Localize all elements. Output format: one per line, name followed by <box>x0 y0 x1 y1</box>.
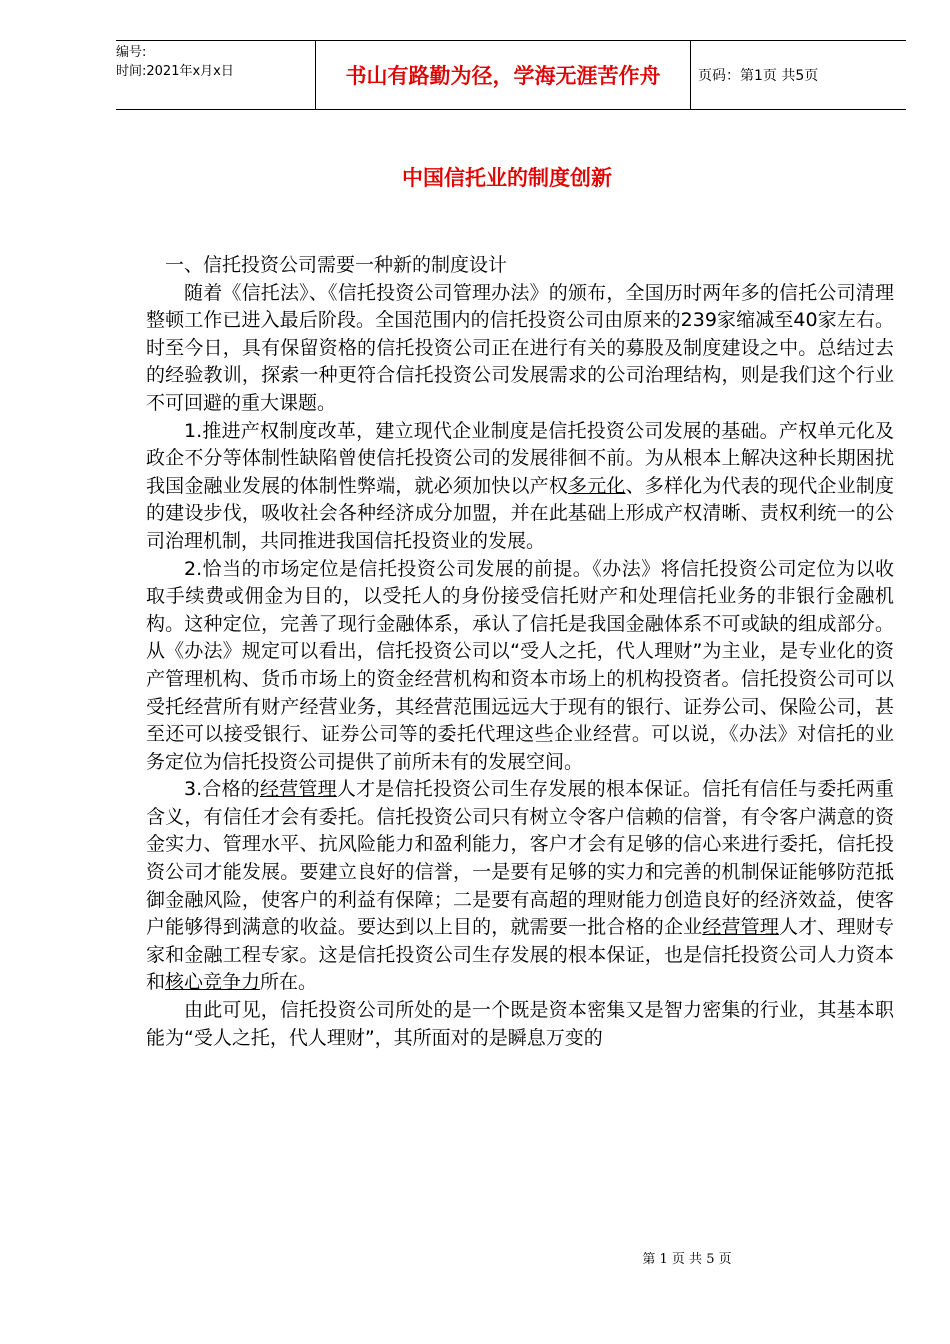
paragraph-4-text-c: 人才、理财专家和金融工程专家。这是信托投资公司生存发展的根本保证，也是信托投资公司人力资本和 <box>146 916 894 994</box>
page-footer: 第 1 页 共 5 页 <box>642 1252 732 1267</box>
paragraph-2 <box>146 418 894 556</box>
paragraph-5: 由此可见，信托投资公司所处的是一个既是资本密集又是智力密集的行业，其基本职能为“受人之托，代人理财”，其所面对的是瞬息万变的 <box>146 999 894 1049</box>
number-label: 编号: <box>116 45 147 60</box>
paragraph-3: 2.恰当的市场定位是信托投资公司发展的前提。《办法》将信托投资公司定位为以收取手续费或佣金为目的，以受托人的身份接受信托财产和处理信托业务的非银行金融机构。这种定位，完善了现行金融体系，承认了信托是我国金融体系不可或缺的组成部分。从《办法》规定可以看出，信托投资公司以“受人之托，代人理财”为主业，是专业化的资产管理机构、货币市场上的资金经营机构和资本市场上的机构投资者。信托投资公司可以受托经营所有财产经营业务，其经营范围远远大于现有的银行、证券公司、保险公司，甚至还可以接受银行、证券公司等的委托代理这些企业经营。可以说，《办法》对信托的业务定位为信托投资公司提供了前所未有的发展空间。 <box>146 557 894 773</box>
paragraph-1: 随着《信托法》、《信托投资公司管理办法》的颁布，全国历时两年多的信托公司清理整顿工作已进入最后阶段。全国范围内的信托投资公司由原来的239家缩减至40家左右。时至今日，具有保留资格的信托投资公司正在进行有关的募股及制度建设之中。总结过去的经验教训，探索一种更符合信托投资公司发展需求的公司治理结构，则是我们这个行业不可回避的重大课题。 <box>146 281 894 414</box>
header-page-label: 页码：第1页 共5页 <box>698 68 819 84</box>
paragraph-2-text-a: 1.推进产权制度改革，建立现代企业制度是信托投资公司发展的基础。产权单元化及政企不分等体制性缺陷曾使信托投资公司的发展徘徊不前。为从根本上解决这种长期困扰我国金融业发展的体制性弊端，就必须加快以产权 <box>146 419 894 497</box>
header-meta <box>116 41 314 111</box>
paragraph-4 <box>146 776 894 997</box>
paragraph-4-text-a: 3.合格的 <box>184 778 260 801</box>
paragraph-4-text-b: 人才是信托投资公司生存发展的根本保证。信托有信任与委托两重含义，有信任才会有委托。信托投资公司只有树立令客户信赖的信誉，有令客户满意的资金实力、管理水平、抗风险能力和盈利能力，客户才会有足够的信心来进行委托，信托投资公司才能发展。要建立良好的信誉，一是要有足够的实力和完善的机制保证能够防范抵御金融风险，使客户的利益有保障；二是要有高超的理财能力创造良好的经济效益，使客户能够得到满意的收益。要达到以上目的，就需要一批合格的企业 <box>146 778 894 939</box>
link-core-competence[interactable]: 核心竞争力 <box>165 971 261 994</box>
link-management-1[interactable]: 经营管理 <box>260 778 337 801</box>
link-management-2[interactable]: 经营管理 <box>702 916 780 939</box>
header-motto: 书山有路勤为径，学海无涯苦作舟 <box>315 41 691 109</box>
section-heading: 一、信托投资公司需要一种新的制度设计 <box>165 254 508 276</box>
time-label: 时间:2021年x月x日 <box>116 64 234 79</box>
document-title: 中国信托业的制度创新 <box>402 166 612 190</box>
paragraph-4-text-d: 所在。 <box>260 971 318 994</box>
document-body <box>146 252 894 1052</box>
page-header <box>116 40 906 110</box>
paragraph-2-text-b: 、多样化为代表的现代企业制度的建设步伐，吸收社会各种经济成分加盟，并在此基础上形成产权清晰、责权利统一的公司治理机制，共同推进我国信托投资业的发展。 <box>146 474 894 552</box>
link-diversification[interactable]: 多元化 <box>568 474 626 497</box>
